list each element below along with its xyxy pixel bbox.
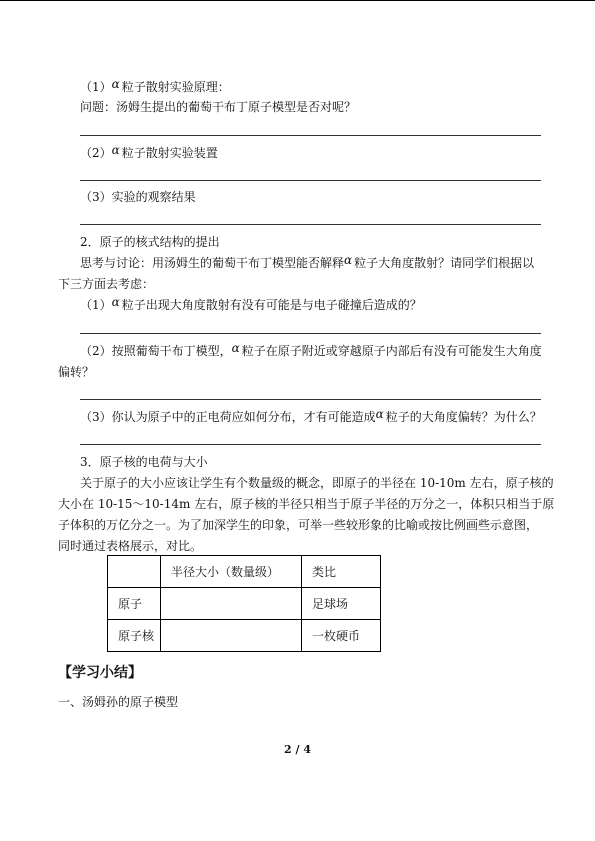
alpha-symbol: α (111, 143, 120, 157)
question-1: （1）α 粒子出现大角度散射有没有可能是与电子碰撞后造成的？ (80, 295, 422, 312)
alpha-symbol: α (344, 253, 353, 267)
item-1-principle: （1）α 粒子散射实验原理： (80, 77, 230, 94)
answer-line (80, 180, 541, 181)
item-3-results: （3）实验的观察结果 (80, 190, 196, 204)
summary-item-1: 一、汤姆孙的原子模型 (58, 695, 179, 709)
alpha-symbol: α (111, 77, 120, 91)
table-cell (161, 620, 302, 652)
section-2-heading: 2．原子的核式结构的提出 (80, 235, 220, 249)
table-cell (161, 588, 302, 620)
table-header-cell: 类比 (302, 556, 381, 588)
question-text: 问题：汤姆生提出的葡萄干布丁原子模型是否对呢？ (80, 100, 357, 114)
table-header-cell (108, 556, 161, 588)
answer-line (80, 399, 541, 400)
discussion-line-2: 下三方面去考虑： (58, 277, 155, 291)
answer-line (80, 333, 541, 334)
table-header-cell: 半径大小（数量级） (161, 556, 302, 588)
table-cell: 足球场 (302, 588, 381, 620)
table-cell: 原子 (108, 588, 161, 620)
page-top-border (0, 0, 595, 1)
question-2-continued: 偏转？ (58, 365, 95, 379)
alpha-symbol: α (375, 407, 384, 421)
question-2: （2）按照葡萄干布丁模型，α 粒子在原子附近或穿越原子内部后有没有可能发生大角度 (80, 341, 542, 358)
summary-heading: 【学习小结】 (58, 665, 142, 681)
paragraph-line-4: 同时通过表格展示，对比。 (58, 539, 203, 553)
page-number: 2 / 4 (284, 743, 311, 756)
answer-line (80, 224, 541, 225)
alpha-symbol: α (111, 295, 120, 309)
item-2-apparatus: （2）α 粒子散射实验装置 (80, 143, 218, 160)
table-row (108, 620, 381, 652)
table-row (108, 588, 381, 620)
comparison-table (107, 555, 381, 652)
answer-line (80, 444, 541, 445)
paragraph-line-2: 大小在 10-15～10-14m 左右，原子核的半径只相当于原子半径的万分之一，体积只相当于原 (58, 497, 555, 511)
discussion-line-1: 思考与讨论：用汤姆生的葡萄干布丁模型能否解释α 粒子大角度散射？请同学们根据以 (80, 253, 535, 270)
paragraph-line-3: 子体积的万亿分之一。为了加深学生的印象，可举一些较形象的比喻或按比例画些示意图， (58, 518, 539, 532)
question-3: （3）你认为原子中的正电荷应如何分布，才有可能造成α 粒子的大角度偏转？为什么？ (80, 407, 542, 424)
table-cell: 一枚硬币 (302, 620, 381, 652)
alpha-symbol: α (231, 341, 240, 355)
answer-line (80, 135, 541, 136)
section-3-heading: 3．原子核的电荷与大小 (80, 455, 208, 469)
paragraph-line-1: 关于原子的大小应该让学生有个数量级的概念，即原子的半径在 10-10m 左右，原子核的 (80, 476, 554, 490)
table-header-row (108, 556, 381, 588)
table-cell: 原子核 (108, 620, 161, 652)
